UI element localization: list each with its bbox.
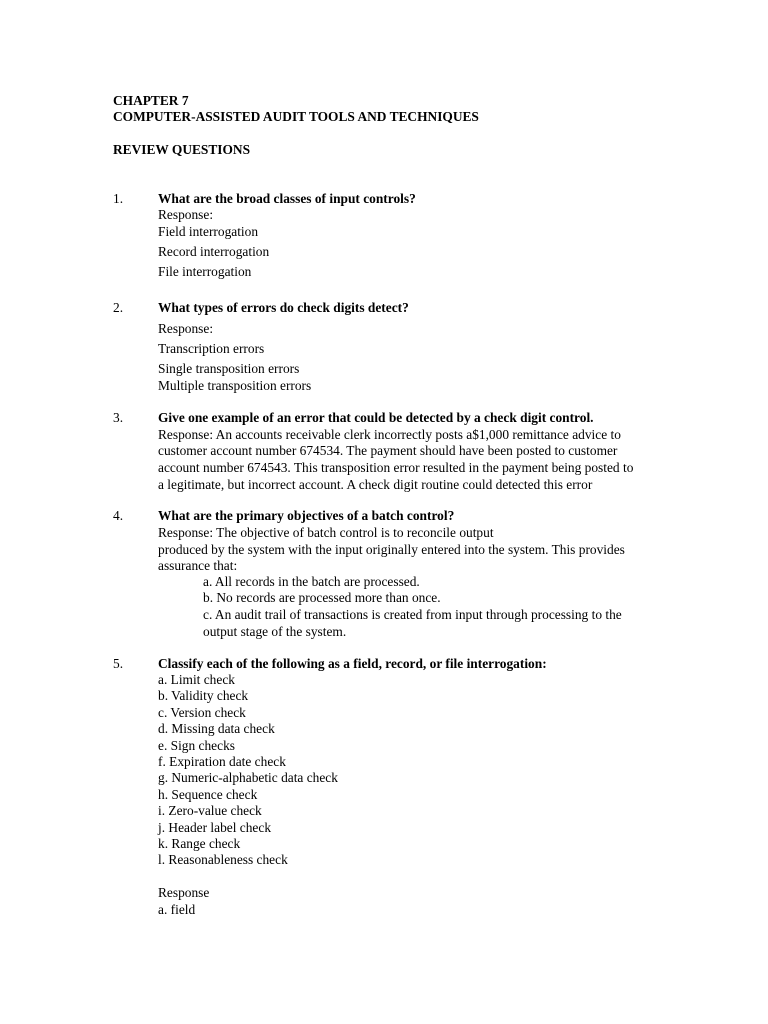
list-item: output stage of the system. — [203, 624, 347, 639]
answer-line: Single transposition errors — [158, 361, 300, 376]
answer-line: Multiple transposition errors — [158, 378, 312, 393]
list-item: e. Sign checks — [158, 738, 235, 753]
chapter-label: CHAPTER 7 — [113, 93, 189, 108]
question-text: What are the broad classes of input controls? — [158, 191, 416, 206]
list-item: i. Zero-value check — [158, 803, 262, 818]
list-item: d. Missing data check — [158, 721, 275, 736]
question-text: Give one example of an error that could be detected by a check digit control. — [158, 410, 594, 425]
list-item: l. Reasonableness check — [158, 852, 288, 867]
answer-line: customer account number 674534. The payment should have been posted to customer — [158, 443, 618, 458]
list-item: k. Range check — [158, 836, 241, 851]
question-text: What are the primary objectives of a batch control? — [158, 508, 455, 523]
list-item: a. All records in the batch are processed. — [203, 574, 420, 589]
list-item: c. Version check — [158, 705, 246, 720]
response-label: Response: — [158, 207, 214, 222]
question-number: 3. — [113, 410, 124, 425]
question-text: Classify each of the following as a field, record, or file interrogation: — [158, 656, 547, 671]
answer-line: Transcription errors — [158, 341, 265, 356]
answer-line: Field interrogation — [158, 224, 259, 239]
question-number: 2. — [113, 300, 124, 315]
answer-line: Record interrogation — [158, 244, 270, 259]
answer-line: produced by the system with the input originally entered into the system. This provides — [158, 542, 625, 557]
list-item: h. Sequence check — [158, 787, 258, 802]
answer-line: Response: An accounts receivable clerk incorrectly posts a$1,000 remittance advice to — [158, 427, 621, 442]
list-item: c. An audit trail of transactions is created from input through processing to the — [203, 607, 622, 622]
response-label: Response: — [158, 321, 214, 336]
response-label: Response — [158, 885, 210, 900]
answer-line: a. field — [158, 902, 196, 917]
answer-line: Response: The objective of batch control is to reconcile output — [158, 525, 494, 540]
list-item: g. Numeric-alphabetic data check — [158, 770, 338, 785]
section-heading: REVIEW QUESTIONS — [113, 142, 251, 157]
list-item: f. Expiration date check — [158, 754, 286, 769]
answer-line: File interrogation — [158, 264, 252, 279]
list-item: b. No records are processed more than once. — [203, 590, 441, 605]
question-number: 5. — [113, 656, 124, 671]
answer-line: account number 674543. This transposition error resulted in the payment being posted to — [158, 460, 634, 475]
question-number: 4. — [113, 508, 124, 523]
question-text: What types of errors do check digits detect? — [158, 300, 409, 315]
answer-line: a legitimate, but incorrect account. A check digit routine could detected this error — [158, 477, 593, 492]
list-item: a. Limit check — [158, 672, 235, 687]
list-item: j. Header label check — [158, 820, 272, 835]
list-item: b. Validity check — [158, 688, 249, 703]
question-number: 1. — [113, 191, 124, 206]
chapter-title: COMPUTER-ASSISTED AUDIT TOOLS AND TECHNIQUES — [113, 109, 479, 124]
answer-line: assurance that: — [158, 558, 238, 573]
